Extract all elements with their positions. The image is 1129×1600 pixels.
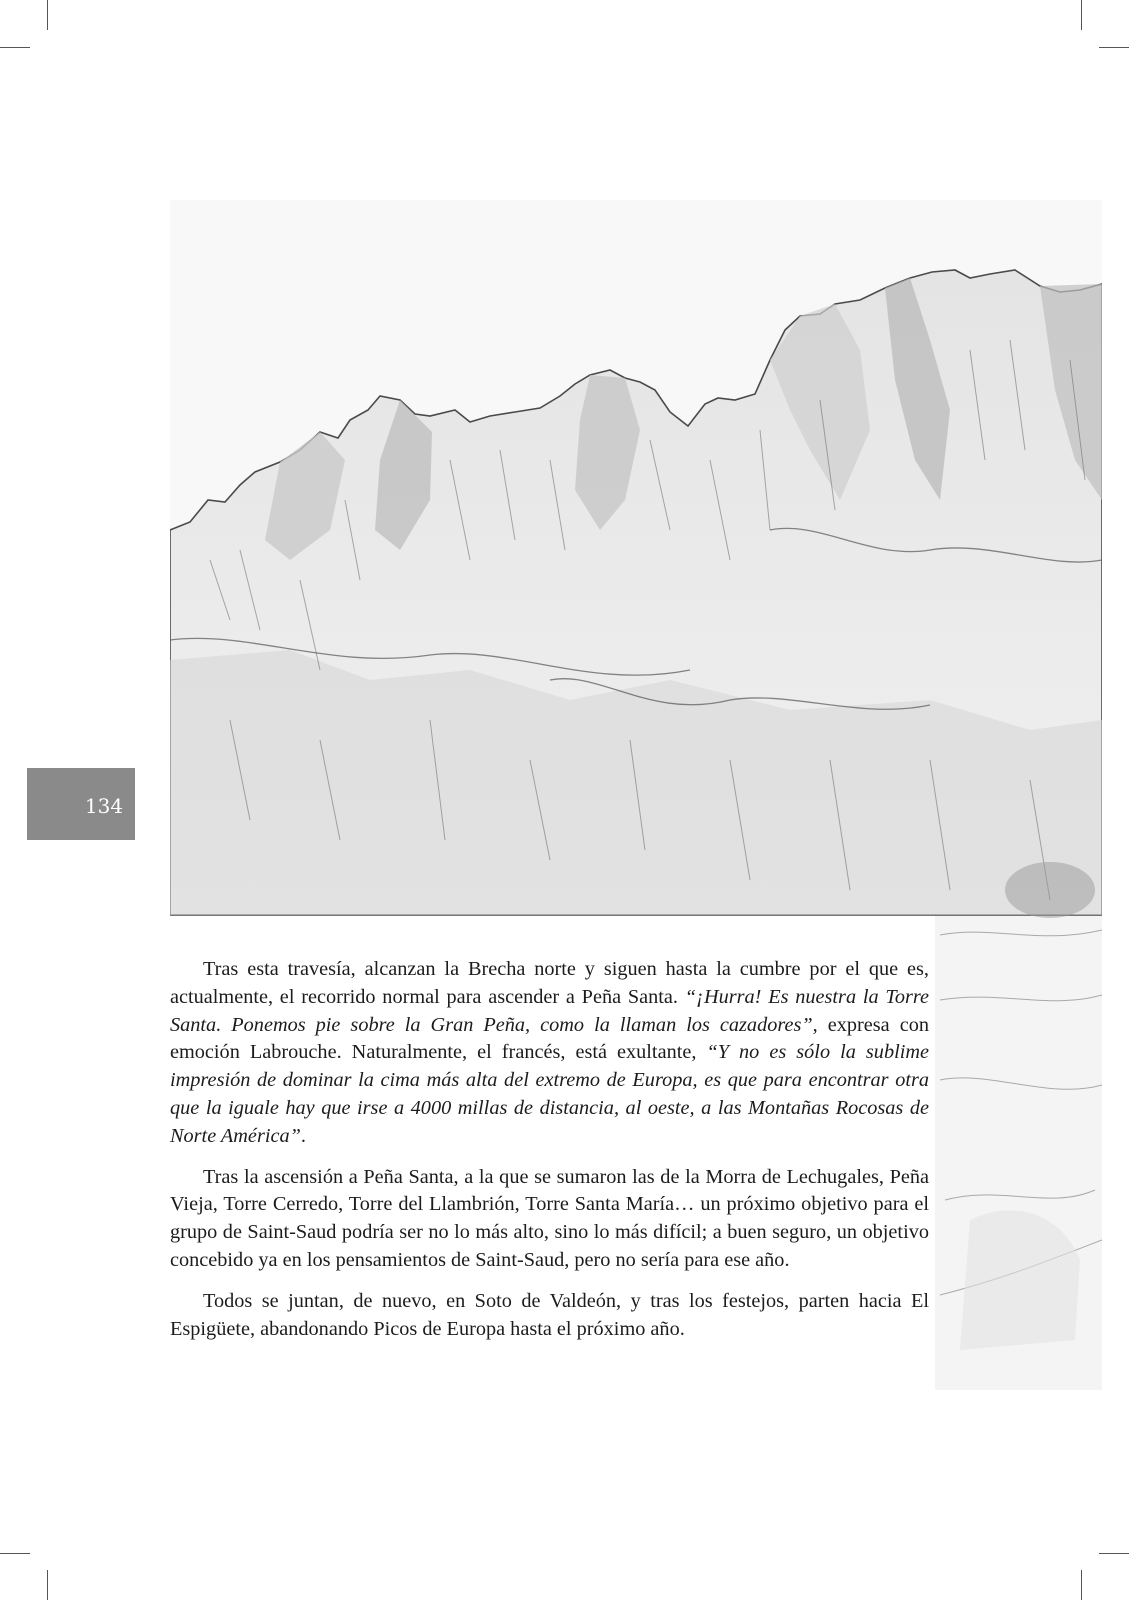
crop-mark (1099, 1553, 1129, 1554)
body-text (170, 956, 929, 1343)
page-number: 134 (84, 794, 124, 818)
text-run: , expresa con emoción Labrouche. Naturalmente, el francés, está exultante, (170, 1013, 929, 1064)
crop-mark (1081, 1570, 1082, 1600)
crop-mark (0, 47, 30, 48)
crop-mark (1099, 47, 1129, 48)
crop-mark (0, 1553, 30, 1554)
paragraph: Todos se juntan, de nuevo, en Soto de Valdeón, y tras los festejos, parten hacia El Espigüete, abandonando Picos de Europa hasta el próximo año. (170, 1289, 929, 1340)
quote-italic: “¡Hurra! Es nuestra la Torre Santa. Ponemos pie sobre la Gran Peña, como la llaman los cazadores” (170, 985, 929, 1036)
text-run: Tras esta travesía, alcanzan la Brecha norte y siguen hasta la cumbre por el que es, actualmente, el recorrido normal para ascender a Peña Santa. (170, 958, 929, 1008)
crop-mark (47, 0, 48, 30)
paragraph (170, 956, 929, 1151)
crop-mark (47, 1570, 48, 1600)
paragraph: Tras la ascensión a Peña Santa, a la que se sumaron las de la Morra de Lechugales, Peña Vieja, Torre Cerredo, Torre del Llambrión, Torre Santa María… un próximo objetivo para el grupo de Saint-Saud podría ser no lo más alto, sino lo más difícil; a buen seguro, un objetivo concebido ya en los pensamientos de Saint-Saud, pero no sería para ese año. (170, 1165, 929, 1271)
crop-mark (1081, 0, 1082, 30)
text-run: . (300, 1124, 306, 1147)
quote-italic: “Y no es sólo la sublime impresión de dominar la cima más alta del extremo de Europa, es que para encontrar otra que la iguale hay que irse a 4000 millas de distancia, al oeste, a las Montañas Rocosas de Norte América” (170, 1041, 930, 1147)
